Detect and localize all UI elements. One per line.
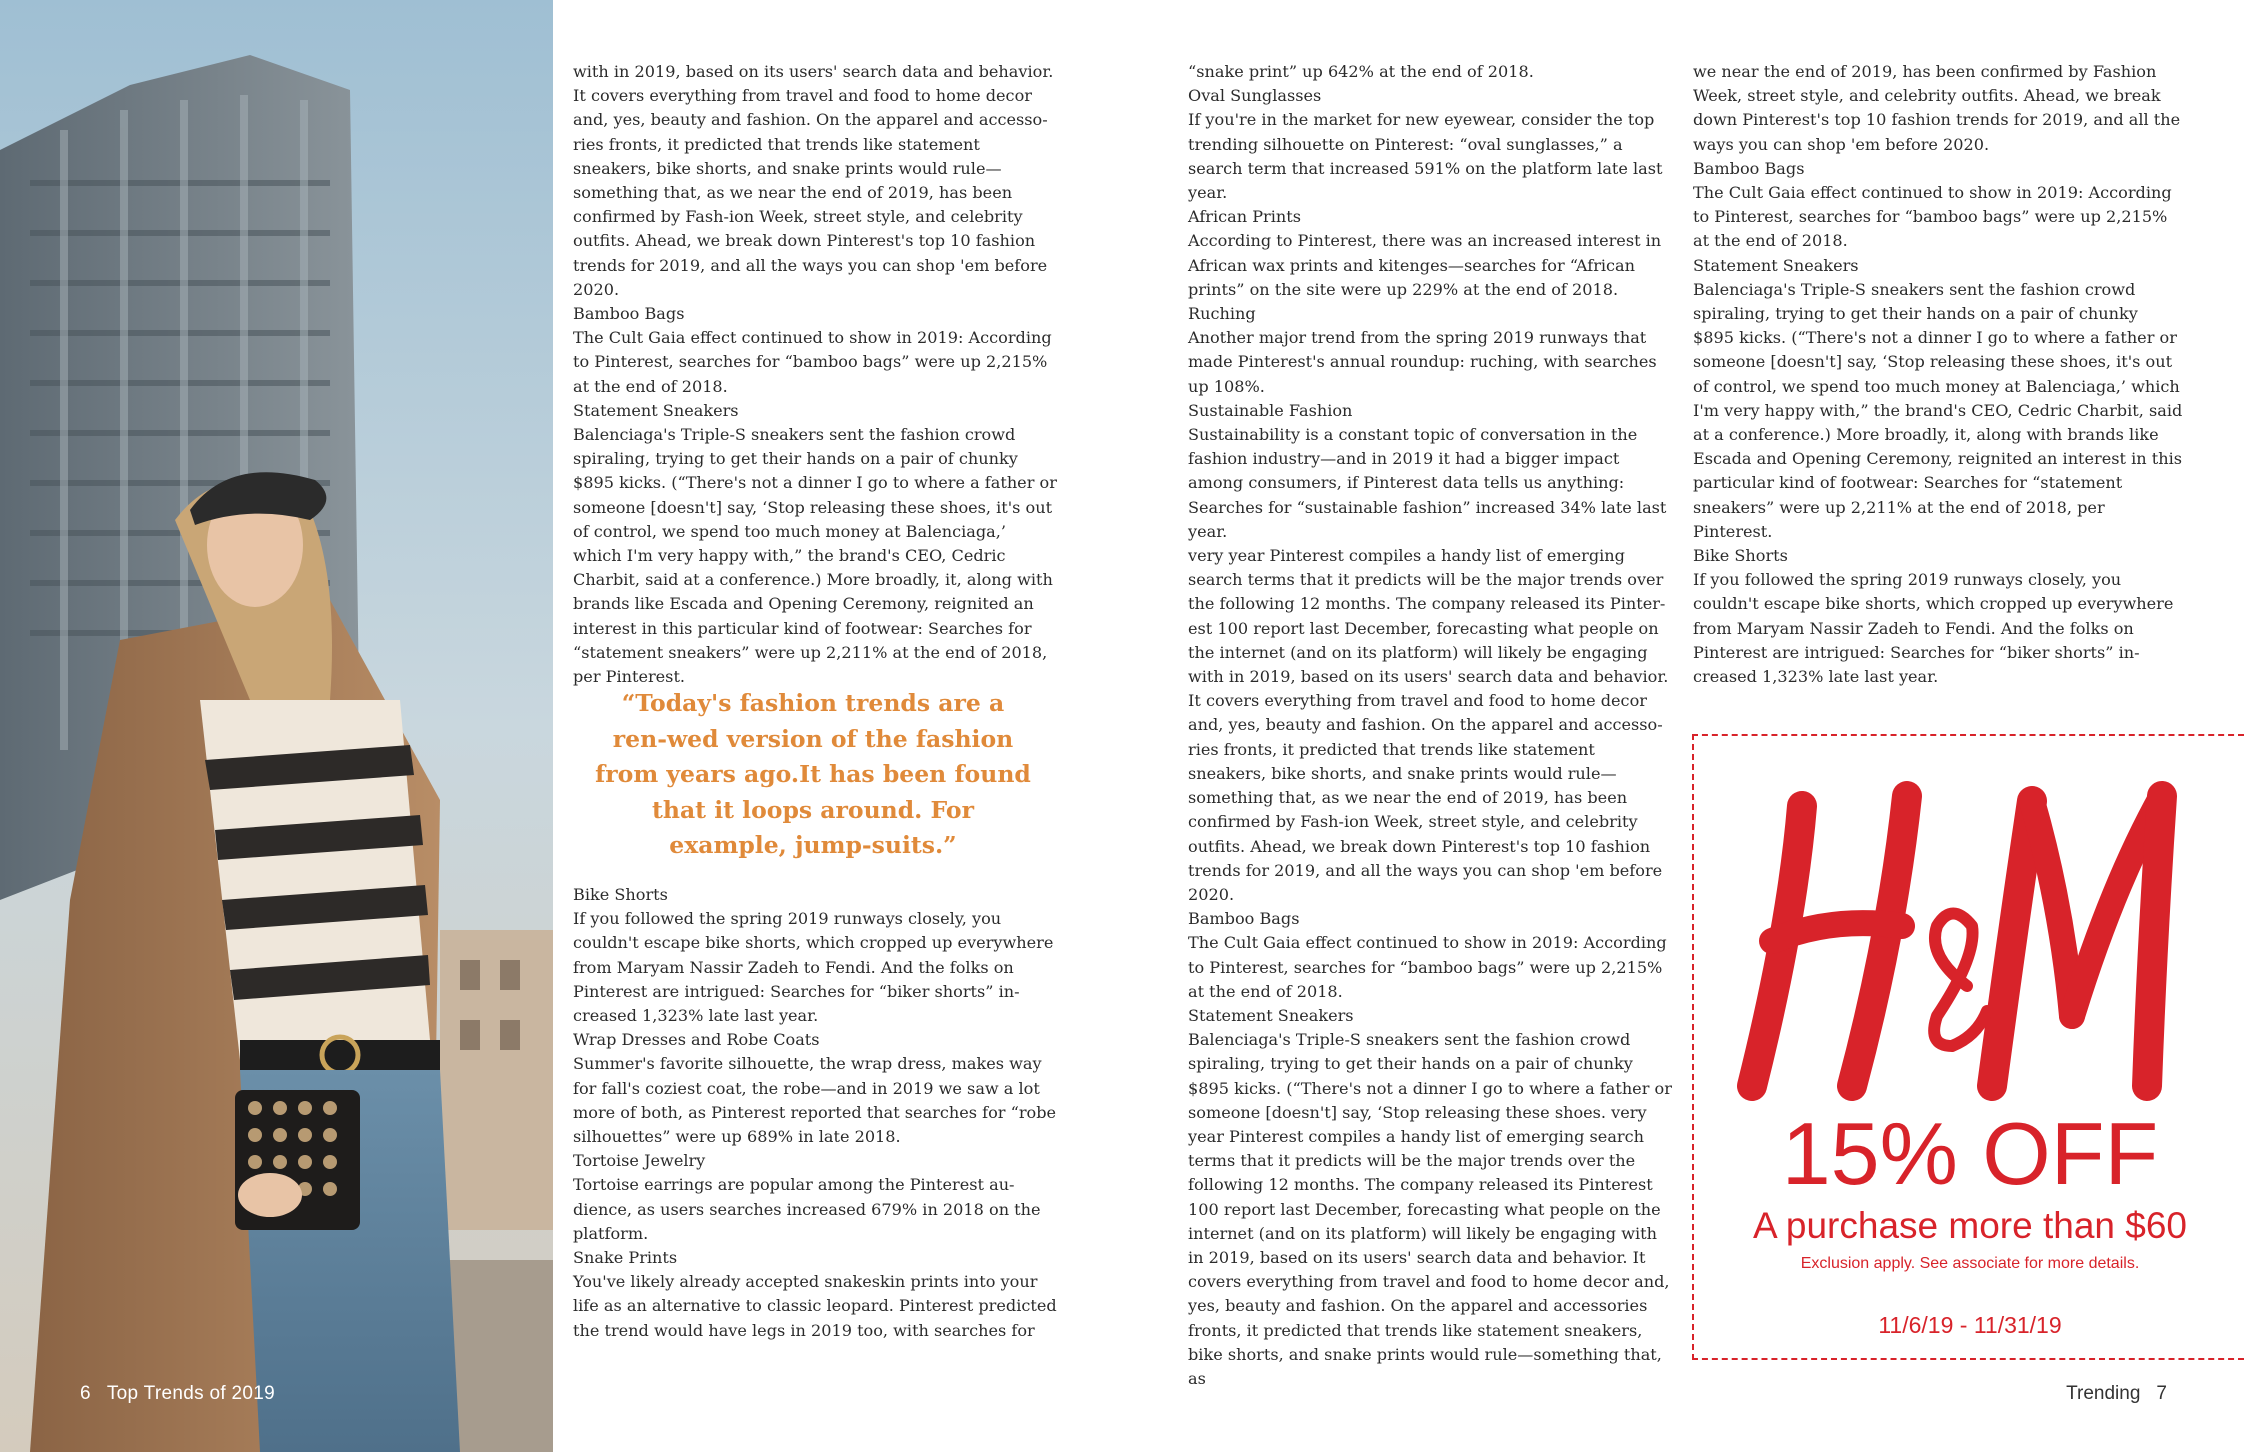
folio-left (80, 1383, 275, 1405)
coupon-ad (1692, 734, 2244, 1360)
text-column-1 (573, 60, 1058, 689)
exclusion-note: Exclusion apply. See associate for more details. (1800, 1255, 2140, 1272)
fashion-photo (0, 0, 553, 1452)
paragraph: Balenciaga's Triple-S sneakers sent the fashion crowd spiraling, trying to get their hands on a pair of chunky $895 kicks. (“There's not a dinner I go to where a father or someone [doesn't] say, ‘Stop releasing these shoes. very year Pinterest compiles a handy list of emerging search terms that it predicts will be the major trends over the following 12 months. The company released its Pinterest 100 report last December, forecasting what people on the internet (and on its platform) will likely be engaging with in 2019, based on its users' search data and behavior. It covers everything from travel and food to home decor and, yes, beauty and fashion. On the apparel and accessories fronts, it predicted that trends like statement sneakers, bike shorts, and snake prints would rule—something that, as (1188, 1030, 1672, 1388)
subheading: Bike Shorts (1693, 546, 1788, 566)
paragraph: Summer's favorite silhouette, the wrap dress, makes way for fall's coziest coat, the robe—and in 2019 we saw a lot more of both, as Pinterest reported that searches for “robe silhouettes” were up 689% in late 2018. (573, 1054, 1057, 1147)
page-number-left: 6 (80, 1383, 91, 1404)
text-column-1-continued (573, 883, 1058, 1343)
subheading: Bamboo Bags (1693, 158, 1805, 178)
paragraph: Sustainability is a constant topic of conversation in the fashion industry—and in 2019 it had a bigger impact among consumers, if Pinterest data tells us anything: Searches for “sustainable fashion” increased 34% late last year. (1188, 425, 1667, 541)
validity-dates: 11/6/19 - 11/31/19 (1878, 1312, 2062, 1338)
paragraph: with in 2019, based on its users' search data and behavior. It covers everything from travel and food to home decor and, yes, beauty and fashion. On the apparel and accesso-ries fronts, it predicted that trends like statement sneakers, bike shorts, and snake prints would rule—something that, as we near the end of 2019, has been confirmed by Fash-ion Week, street style, and celebrity outfits. Ahead, we break down Pinterest's top 10 fashion trends for 2019, and all the ways you can shop 'em before 2020. (573, 62, 1054, 299)
subheading: Tortoise Jewelry (573, 1151, 706, 1171)
running-title-left: Top Trends of 2019 (106, 1383, 275, 1404)
subheading: Snake Prints (573, 1248, 678, 1268)
paragraph: If you followed the spring 2019 runways closely, you couldn't escape bike shorts, which cropped up everywhere from Maryam Nassir Zadeh to Fendi. And the folks on Pinterest are intrigued: Searches for “biker shorts” in-creased 1,323% late last year. (1693, 570, 2174, 687)
subheading: Bamboo Bags (1188, 909, 1300, 929)
paragraph: Another major trend from the spring 2019 runways that made Pinterest's annual roundup: ruching, with searches up 108%. (1188, 328, 1657, 396)
paragraph: we near the end of 2019, has been confirmed by Fashion Week, street style, and celebrity outfits. Ahead, we break down Pinterest's top 10 fashion trends for 2019, and all the ways you can shop 'em before 2020. (1693, 62, 2181, 154)
paragraph: The Cult Gaia effect continued to show in 2019: According to Pinterest, searches for “bamboo bags” were up 2,215% at the end of 2018. (1188, 933, 1667, 1001)
subheading: Wrap Dresses and Robe Coats (573, 1030, 820, 1050)
subheading: African Prints (1188, 207, 1301, 227)
subheading: Oval Sunglasses (1188, 86, 1322, 106)
pull-quote: “Today's fashion trends are a ren-wed version of the fashion from years ago.It has been found that it loops around. For example, jump-suits.” (595, 689, 1031, 859)
subheading: Ruching (1188, 304, 1256, 324)
folio-right (2066, 1383, 2167, 1405)
subheading: Bamboo Bags (573, 304, 685, 324)
paragraph: very year Pinterest compiles a handy list of emerging search terms that it predicts will be the major trends over the following 12 months. The company released its Pinter-est 100 report last December, forecasting what people on the internet (and on its platform) will likely be engaging with in 2019, based on its users' search data and behavior. It covers everything from travel and food to home decor and, yes, beauty and fashion. On the apparel and accesso-ries fronts, it predicted that trends like statement sneakers, bike shorts, and snake prints would rule—something that, as we near the end of 2019, has been confirmed by Fash-ion Week, street style, and celebrity outfits. Ahead, we break down Pinterest's top 10 fashion trends for 2019, and all the ways you can shop 'em before 2020. (1188, 546, 1669, 904)
subheading: Bike Shorts (573, 885, 668, 904)
text-column-2 (1188, 60, 1675, 1391)
subheading: Statement Sneakers (1188, 1005, 1354, 1025)
paragraph: Balenciaga's Triple-S sneakers sent the fashion crowd spiraling, trying to get their hands on a pair of chunky $895 kicks. (“There's not a dinner I go to where a father or someone [doesn't] say, ‘Stop releasing these shoes, it's out of control, we spend too much money at Balenciaga,’ which I'm very happy with,” the brand's CEO, Cedric Charbit, said at a conference.) More broadly, it, along with brands like Escada and Opening Ceremony, reignited an interest in this particular kind of footwear: Searches for “statement sneakers” were up 2,211% at the end of 2018, per Pinterest. (573, 425, 1057, 687)
paragraph: According to Pinterest, there was an increased interest in African wax prints and kitenges—searches for “African prints” on the site were up 229% at the end of 2018. (1188, 231, 1662, 299)
paragraph: If you followed the spring 2019 runways closely, you couldn't escape bike shorts, which cropped up everywhere from Maryam Nassir Zadeh to Fendi. And the folks on Pinterest are intrigued: Searches for “biker shorts” in-creased 1,323% late last year. (573, 909, 1054, 1026)
photo-illustration (0, 0, 553, 1452)
page-number-right: 7 (2156, 1383, 2167, 1404)
text-column-3 (1693, 60, 2183, 689)
hm-logo (1732, 766, 2208, 1110)
paragraph: The Cult Gaia effect continued to show in 2019: According to Pinterest, searches for “bamboo bags” were up 2,215% at the end of 2018. (1693, 183, 2172, 251)
paragraph: You've likely already accepted snakeskin prints into your life as an alternative to classic leopard. Pinterest predicted the trend would have legs in 2019 too, with searches for (573, 1272, 1057, 1340)
subheading: Sustainable Fashion (1188, 400, 1353, 420)
running-title-right: Trending (2066, 1383, 2141, 1404)
purchase-condition: A purchase more than $60 (1752, 1205, 2187, 1246)
paragraph: If you're in the market for new eyewear, consider the top trending silhouette on Pinterest: “oval sunglasses,” a search term that increased 591% on the platform late last year. (1188, 110, 1663, 203)
paragraph: Balenciaga's Triple-S sneakers sent the fashion crowd spiraling, trying to get their hands on a pair of chunky $895 kicks. (“There's not a dinner I go to where a father or someone [doesn't] say, ‘Stop releasing these shoes, it's out of control, we spend too much money at Balenciaga,’ which I'm very happy with,” the brand's CEO, Cedric Charbit, said at a conference.) More broadly, it, along with brands like Escada and Opening Ceremony, reignited an interest in this particular kind of footwear: Searches for “statement sneakers” were up 2,211% at the end of 2018, per Pinterest. (1693, 279, 2183, 541)
subheading: Statement Sneakers (1693, 255, 1859, 275)
paragraph: Tortoise earrings are popular among the Pinterest au-dience, as users searches increased 679% in 2018 on the platform. (573, 1175, 1041, 1243)
discount-text: 15% OFF (1781, 1104, 2159, 1203)
paragraph: The Cult Gaia effect continued to show in 2019: According to Pinterest, searches for “bamboo bags” were up 2,215% at the end of 2018. (573, 328, 1052, 396)
paragraph: “snake print” up 642% at the end of 2018. (1188, 62, 1534, 81)
subheading: Statement Sneakers (573, 400, 739, 420)
